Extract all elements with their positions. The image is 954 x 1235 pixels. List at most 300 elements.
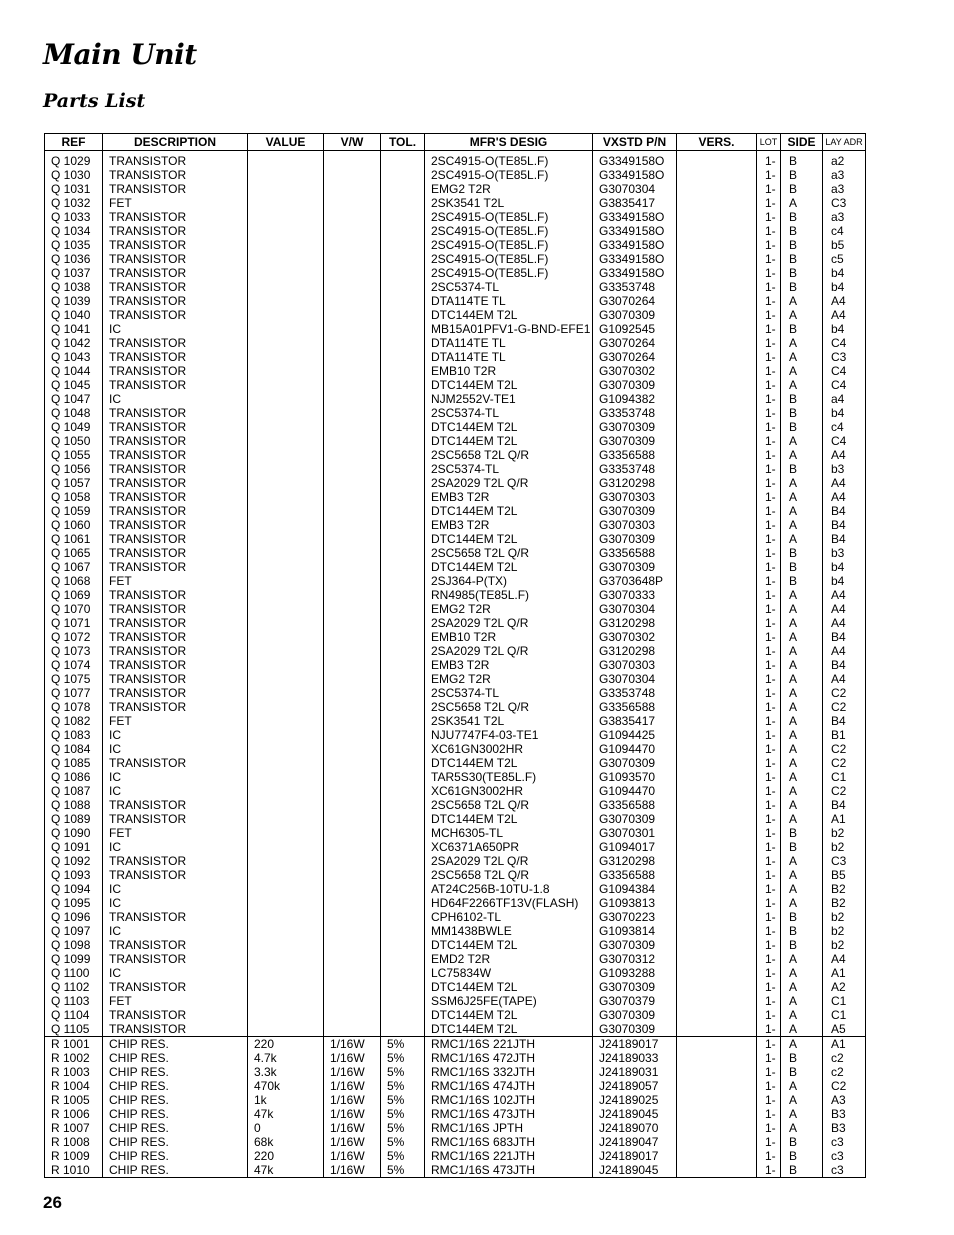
cell-vers <box>677 798 757 812</box>
cell-description: CHIP RES. <box>103 1121 248 1135</box>
cell-ref: Q 1083 <box>45 728 103 742</box>
cell-vw <box>324 784 381 798</box>
cell-tol <box>381 224 425 238</box>
cell-lot: 1- <box>757 1121 781 1135</box>
cell-value <box>248 350 324 364</box>
cell-value <box>248 560 324 574</box>
cell-description: TRANSISTOR <box>103 546 248 560</box>
cell-value <box>248 546 324 560</box>
cell-value <box>248 728 324 742</box>
cell-vxstd-pn: G3070312 <box>593 952 677 966</box>
table-row <box>45 1008 866 1022</box>
cell-value <box>248 686 324 700</box>
table-row <box>45 350 866 364</box>
cell-lot: 1- <box>757 406 781 420</box>
cell-mfr-desig: EMB3 T2R <box>425 658 593 672</box>
cell-lot: 1- <box>757 980 781 994</box>
cell-description: TRANSISTOR <box>103 756 248 770</box>
cell-value <box>248 616 324 630</box>
cell-ref: Q 1056 <box>45 462 103 476</box>
cell-tol <box>381 182 425 196</box>
cell-vers <box>677 406 757 420</box>
cell-ref: Q 1102 <box>45 980 103 994</box>
cell-tol <box>381 1022 425 1037</box>
cell-side: B <box>781 826 823 840</box>
table-row <box>45 644 866 658</box>
cell-tol <box>381 966 425 980</box>
cell-mfr-desig: DTC144EM T2L <box>425 756 593 770</box>
cell-side: A <box>781 350 823 364</box>
col-header-mfr-desig: MFR'S DESIG <box>425 134 593 151</box>
cell-side: A <box>781 770 823 784</box>
cell-value: 4.7k <box>248 1051 324 1065</box>
cell-vxstd-pn: G3070309 <box>593 812 677 826</box>
cell-vxstd-pn: G3070309 <box>593 308 677 322</box>
cell-value <box>248 462 324 476</box>
cell-vw <box>324 196 381 210</box>
cell-vers <box>677 1022 757 1037</box>
cell-mfr-desig: 2SA2029 T2L Q/R <box>425 854 593 868</box>
cell-description: FET <box>103 826 248 840</box>
cell-tol <box>381 728 425 742</box>
cell-vxstd-pn: G3070309 <box>593 1022 677 1037</box>
table-row <box>45 574 866 588</box>
table-row <box>45 798 866 812</box>
cell-ref: Q 1036 <box>45 252 103 266</box>
cell-side: A <box>781 1107 823 1121</box>
cell-mfr-desig: DTC144EM T2L <box>425 532 593 546</box>
cell-lay-adr: c4 <box>823 420 866 434</box>
cell-tol <box>381 784 425 798</box>
cell-lay-adr: a3 <box>823 168 866 182</box>
cell-mfr-desig: 2SC5658 T2L Q/R <box>425 700 593 714</box>
cell-mfr-desig: RMC1/16S JPTH <box>425 1121 593 1135</box>
cell-vxstd-pn: G3349158O <box>593 210 677 224</box>
cell-vxstd-pn: G3356588 <box>593 868 677 882</box>
cell-ref: Q 1067 <box>45 560 103 574</box>
cell-vw <box>324 882 381 896</box>
cell-mfr-desig: MM1438BWLE <box>425 924 593 938</box>
cell-lot: 1- <box>757 1149 781 1163</box>
table-row <box>45 868 866 882</box>
table-row <box>45 910 866 924</box>
cell-ref: R 1008 <box>45 1135 103 1149</box>
cell-vxstd-pn: G3070303 <box>593 518 677 532</box>
cell-ref: R 1009 <box>45 1149 103 1163</box>
cell-side: A <box>781 518 823 532</box>
cell-mfr-desig: RMC1/16S 221JTH <box>425 1037 593 1052</box>
cell-vw <box>324 490 381 504</box>
table-row <box>45 252 866 266</box>
cell-description: CHIP RES. <box>103 1149 248 1163</box>
cell-description: IC <box>103 840 248 854</box>
cell-vers <box>677 462 757 476</box>
table-row <box>45 686 866 700</box>
cell-ref: Q 1048 <box>45 406 103 420</box>
table-row <box>45 980 866 994</box>
cell-description: TRANSISTOR <box>103 952 248 966</box>
cell-lay-adr: b2 <box>823 840 866 854</box>
cell-tol: 5% <box>381 1121 425 1135</box>
cell-ref: Q 1086 <box>45 770 103 784</box>
parts-table-body <box>45 151 866 1178</box>
cell-ref: Q 1093 <box>45 868 103 882</box>
cell-vw: 1/16W <box>324 1065 381 1079</box>
cell-lot: 1- <box>757 868 781 882</box>
cell-value <box>248 826 324 840</box>
cell-lot: 1- <box>757 210 781 224</box>
cell-mfr-desig: DTC144EM T2L <box>425 1022 593 1037</box>
cell-mfr-desig: DTC144EM T2L <box>425 420 593 434</box>
cell-side: A <box>781 980 823 994</box>
cell-vers <box>677 266 757 280</box>
table-row <box>45 700 866 714</box>
cell-lot: 1- <box>757 1022 781 1037</box>
cell-mfr-desig: DTC144EM T2L <box>425 938 593 952</box>
cell-tol: 5% <box>381 1065 425 1079</box>
cell-lay-adr: A4 <box>823 448 866 462</box>
cell-value <box>248 714 324 728</box>
cell-mfr-desig: 2SC4915-O(TE85L.F) <box>425 252 593 266</box>
cell-lot: 1- <box>757 462 781 476</box>
cell-vxstd-pn: G1093813 <box>593 896 677 910</box>
cell-value <box>248 308 324 322</box>
cell-value <box>248 434 324 448</box>
table-row <box>45 966 866 980</box>
cell-ref: Q 1044 <box>45 364 103 378</box>
cell-tol <box>381 560 425 574</box>
cell-value <box>248 224 324 238</box>
cell-value <box>248 532 324 546</box>
cell-side: A <box>781 672 823 686</box>
cell-tol <box>381 406 425 420</box>
cell-vw <box>324 966 381 980</box>
table-row <box>45 770 866 784</box>
cell-value <box>248 420 324 434</box>
cell-lay-adr: B2 <box>823 896 866 910</box>
cell-vw <box>324 252 381 266</box>
cell-lot: 1- <box>757 560 781 574</box>
cell-vw <box>324 756 381 770</box>
cell-ref: Q 1045 <box>45 378 103 392</box>
cell-lay-adr: A2 <box>823 980 866 994</box>
cell-side: A <box>781 798 823 812</box>
cell-value <box>248 896 324 910</box>
cell-value <box>248 322 324 336</box>
cell-mfr-desig: 2SK3541 T2L <box>425 714 593 728</box>
cell-vw <box>324 280 381 294</box>
cell-lot: 1- <box>757 1135 781 1149</box>
cell-description: TRANSISTOR <box>103 910 248 924</box>
cell-vxstd-pn: G3353748 <box>593 462 677 476</box>
cell-vers <box>677 784 757 798</box>
cell-mfr-desig: XC6371A650PR <box>425 840 593 854</box>
cell-tol <box>381 994 425 1008</box>
cell-value <box>248 504 324 518</box>
cell-lot: 1- <box>757 266 781 280</box>
cell-lay-adr: a3 <box>823 182 866 196</box>
cell-vers <box>677 1065 757 1079</box>
cell-tol <box>381 350 425 364</box>
cell-vw <box>324 378 381 392</box>
cell-lot: 1- <box>757 336 781 350</box>
table-row <box>45 882 866 896</box>
cell-description: TRANSISTOR <box>103 980 248 994</box>
cell-value <box>248 672 324 686</box>
table-row <box>45 826 866 840</box>
cell-vw <box>324 630 381 644</box>
cell-lot: 1- <box>757 700 781 714</box>
cell-side: B <box>781 280 823 294</box>
cell-vers <box>677 714 757 728</box>
table-row <box>45 952 866 966</box>
cell-vxstd-pn: G1094382 <box>593 392 677 406</box>
cell-description: TRANSISTOR <box>103 686 248 700</box>
cell-mfr-desig: 2SA2029 T2L Q/R <box>425 644 593 658</box>
cell-mfr-desig: 2SC4915-O(TE85L.F) <box>425 210 593 224</box>
table-row <box>45 1093 866 1107</box>
cell-value <box>248 770 324 784</box>
table-row <box>45 1135 866 1149</box>
cell-tol <box>381 840 425 854</box>
cell-ref: Q 1060 <box>45 518 103 532</box>
cell-side: A <box>781 756 823 770</box>
cell-vw <box>324 434 381 448</box>
cell-vers <box>677 966 757 980</box>
cell-description: TRANSISTOR <box>103 532 248 546</box>
cell-vw <box>324 350 381 364</box>
cell-mfr-desig: DTA114TE TL <box>425 294 593 308</box>
cell-value <box>248 840 324 854</box>
cell-vers <box>677 742 757 756</box>
cell-side: B <box>781 420 823 434</box>
cell-vxstd-pn: G3356588 <box>593 700 677 714</box>
cell-lay-adr: a4 <box>823 392 866 406</box>
cell-vxstd-pn: J24189047 <box>593 1135 677 1149</box>
cell-description: IC <box>103 966 248 980</box>
cell-side: A <box>781 742 823 756</box>
cell-mfr-desig: RMC1/16S 473JTH <box>425 1163 593 1178</box>
cell-ref: Q 1088 <box>45 798 103 812</box>
cell-vw <box>324 644 381 658</box>
cell-vw <box>324 1022 381 1037</box>
col-header-tol: TOL. <box>381 134 425 151</box>
table-row <box>45 714 866 728</box>
cell-tol <box>381 686 425 700</box>
table-row <box>45 182 866 196</box>
cell-lay-adr: C4 <box>823 336 866 350</box>
cell-mfr-desig: DTC144EM T2L <box>425 378 593 392</box>
cell-tol <box>381 602 425 616</box>
cell-mfr-desig: 2SC5374-TL <box>425 406 593 420</box>
cell-side: A <box>781 196 823 210</box>
cell-description: TRANSISTOR <box>103 602 248 616</box>
cell-lot: 1- <box>757 1107 781 1121</box>
cell-vw <box>324 322 381 336</box>
cell-mfr-desig: RMC1/16S 473JTH <box>425 1107 593 1121</box>
cell-lot: 1- <box>757 476 781 490</box>
cell-side: A <box>781 1079 823 1093</box>
cell-lot: 1- <box>757 882 781 896</box>
page-title: Main Unit <box>43 38 197 71</box>
cell-vers <box>677 364 757 378</box>
cell-mfr-desig: CPH6102-TL <box>425 910 593 924</box>
cell-value <box>248 490 324 504</box>
table-row <box>45 1149 866 1163</box>
cell-side: A <box>781 1008 823 1022</box>
cell-vxstd-pn: G3070309 <box>593 378 677 392</box>
cell-vers <box>677 448 757 462</box>
cell-vers <box>677 854 757 868</box>
cell-ref: Q 1082 <box>45 714 103 728</box>
cell-lot: 1- <box>757 308 781 322</box>
cell-description: TRANSISTOR <box>103 252 248 266</box>
cell-lay-adr: C4 <box>823 364 866 378</box>
cell-description: CHIP RES. <box>103 1107 248 1121</box>
cell-description: TRANSISTOR <box>103 1022 248 1037</box>
cell-vers <box>677 196 757 210</box>
table-row <box>45 364 866 378</box>
cell-tol <box>381 574 425 588</box>
cell-description: TRANSISTOR <box>103 700 248 714</box>
cell-vxstd-pn: G3070309 <box>593 980 677 994</box>
cell-vers <box>677 602 757 616</box>
cell-ref: Q 1100 <box>45 966 103 980</box>
cell-vxstd-pn: G3349158O <box>593 151 677 169</box>
cell-tol <box>381 476 425 490</box>
cell-value <box>248 210 324 224</box>
cell-description: IC <box>103 770 248 784</box>
cell-mfr-desig: LC75834W <box>425 966 593 980</box>
cell-vers <box>677 1121 757 1135</box>
table-row <box>45 420 866 434</box>
cell-description: TRANSISTOR <box>103 504 248 518</box>
cell-side: A <box>781 644 823 658</box>
cell-value <box>248 952 324 966</box>
cell-ref: Q 1042 <box>45 336 103 350</box>
cell-mfr-desig: EMG2 T2R <box>425 602 593 616</box>
cell-value <box>248 812 324 826</box>
cell-lot: 1- <box>757 588 781 602</box>
cell-lot: 1- <box>757 896 781 910</box>
cell-lay-adr: A4 <box>823 602 866 616</box>
cell-value <box>248 742 324 756</box>
cell-description: TRANSISTOR <box>103 182 248 196</box>
cell-value <box>248 574 324 588</box>
cell-vw <box>324 686 381 700</box>
cell-vers <box>677 938 757 952</box>
cell-lay-adr: B4 <box>823 714 866 728</box>
cell-tol <box>381 770 425 784</box>
col-header-vxstd-pn: VXSTD P/N <box>593 134 677 151</box>
cell-lot: 1- <box>757 1079 781 1093</box>
cell-vers <box>677 476 757 490</box>
cell-ref: Q 1047 <box>45 392 103 406</box>
cell-description: TRANSISTOR <box>103 266 248 280</box>
cell-vers <box>677 238 757 252</box>
cell-tol <box>381 238 425 252</box>
cell-vxstd-pn: G3349158O <box>593 252 677 266</box>
cell-vxstd-pn: G3070304 <box>593 602 677 616</box>
cell-vw: 1/16W <box>324 1135 381 1149</box>
cell-description: TRANSISTOR <box>103 280 248 294</box>
cell-tol <box>381 151 425 169</box>
cell-vers <box>677 882 757 896</box>
cell-mfr-desig: EMB10 T2R <box>425 630 593 644</box>
cell-lot: 1- <box>757 658 781 672</box>
cell-vers <box>677 252 757 266</box>
table-row <box>45 322 866 336</box>
cell-tol: 5% <box>381 1037 425 1052</box>
cell-ref: Q 1031 <box>45 182 103 196</box>
cell-value <box>248 196 324 210</box>
cell-lay-adr: C3 <box>823 350 866 364</box>
cell-description: CHIP RES. <box>103 1163 248 1178</box>
cell-lot: 1- <box>757 364 781 378</box>
cell-description: FET <box>103 196 248 210</box>
cell-ref: Q 1077 <box>45 686 103 700</box>
cell-vw: 1/16W <box>324 1079 381 1093</box>
cell-lay-adr: B1 <box>823 728 866 742</box>
cell-mfr-desig: SSM6J25FE(TAPE) <box>425 994 593 1008</box>
cell-ref: Q 1032 <box>45 196 103 210</box>
cell-description: CHIP RES. <box>103 1135 248 1149</box>
cell-vxstd-pn: J24189057 <box>593 1079 677 1093</box>
cell-tol <box>381 882 425 896</box>
cell-description: TRANSISTOR <box>103 938 248 952</box>
cell-vw <box>324 728 381 742</box>
cell-lay-adr: A4 <box>823 672 866 686</box>
cell-description: CHIP RES. <box>103 1051 248 1065</box>
cell-lay-adr: b4 <box>823 406 866 420</box>
cell-value: 3.3k <box>248 1065 324 1079</box>
cell-vxstd-pn: J24189033 <box>593 1051 677 1065</box>
cell-tol: 5% <box>381 1163 425 1178</box>
table-row <box>45 308 866 322</box>
cell-tol <box>381 980 425 994</box>
cell-lot: 1- <box>757 952 781 966</box>
cell-tol <box>381 1008 425 1022</box>
table-row <box>45 1037 866 1052</box>
cell-tol <box>381 168 425 182</box>
cell-ref: R 1004 <box>45 1079 103 1093</box>
cell-vxstd-pn: J24189070 <box>593 1121 677 1135</box>
cell-lay-adr: b2 <box>823 924 866 938</box>
cell-side: B <box>781 560 823 574</box>
cell-side: A <box>781 1037 823 1052</box>
cell-vers <box>677 392 757 406</box>
cell-mfr-desig: DTC144EM T2L <box>425 812 593 826</box>
cell-side: B <box>781 938 823 952</box>
cell-vxstd-pn: G1094425 <box>593 728 677 742</box>
cell-mfr-desig: DTC144EM T2L <box>425 980 593 994</box>
cell-lay-adr: A4 <box>823 490 866 504</box>
cell-side: B <box>781 406 823 420</box>
cell-ref: Q 1034 <box>45 224 103 238</box>
cell-lot: 1- <box>757 686 781 700</box>
cell-lot: 1- <box>757 1163 781 1178</box>
cell-vxstd-pn: G3353748 <box>593 406 677 420</box>
cell-lot: 1- <box>757 994 781 1008</box>
cell-lay-adr: A4 <box>823 308 866 322</box>
cell-vxstd-pn: G3070303 <box>593 490 677 504</box>
cell-side: B <box>781 266 823 280</box>
cell-lot: 1- <box>757 151 781 169</box>
cell-side: A <box>781 686 823 700</box>
cell-description: TRANSISTOR <box>103 294 248 308</box>
cell-vxstd-pn: G3120298 <box>593 854 677 868</box>
cell-tol <box>381 308 425 322</box>
